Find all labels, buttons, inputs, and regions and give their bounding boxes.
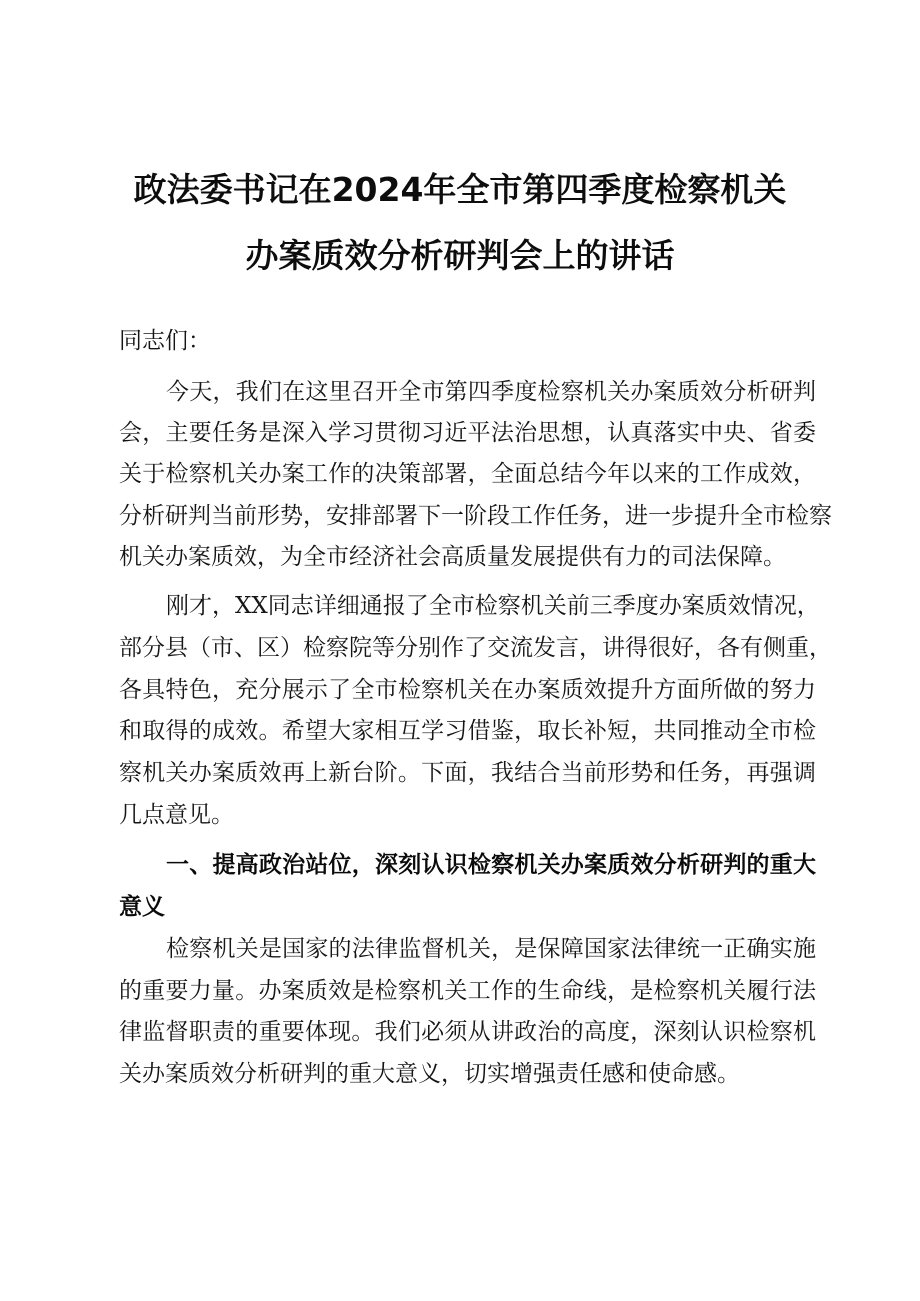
document-title-line-2: 办案质效分析研判会上的讲话	[245, 236, 675, 275]
salutation-text: 同志们：	[119, 328, 211, 354]
document-title-line-1: 政法委书记在2024年全市第四季度检察机关	[133, 170, 787, 209]
line-text: 刚才，XX同志详细通报了全市检察机关前三季度办案质效情况，	[166, 593, 820, 619]
heading-text: 一、提高政治站位，深刻认识检察机关办案质效分析研判的重大	[166, 851, 816, 878]
line-text: 会，主要任务是深入学习贯彻习近平法治思想，认真落实中央、省委	[119, 420, 816, 446]
line-text: 检察机关是国家的法律监督机关，是保障国家法律统一正确实施	[166, 936, 816, 962]
line-text: 几点意见。	[119, 802, 234, 828]
line-text: 察机关办案质效再上新台阶。下面，我结合当前形势和任务，再强调	[119, 760, 816, 786]
line-text: 各具特色，充分展示了全市检察机关在办案质效提升方面所做的努力	[119, 677, 816, 703]
line-text: 律监督职责的重要体现。我们必须从讲政治的高度，深刻认识检察机	[119, 1019, 816, 1045]
heading-text: 意义	[119, 893, 165, 920]
line-text: 和取得的成效。希望大家相互学习借鉴，取长补短，共同推动全市检	[119, 718, 816, 744]
line-text: 关办案质效分析研判的重大意义，切实增强责任感和使命感。	[119, 1061, 740, 1087]
line-text: 今天，我们在这里召开全市第四季度检察机关办案质效分析研判	[166, 379, 816, 405]
line-text: 关于检察机关办案工作的决策部署，全面总结今年以来的工作成效，	[119, 461, 816, 487]
line-text: 分析研判当前形势，安排部署下一阶段工作任务，进一步提升全市检察	[119, 503, 832, 529]
line-text: 机关办案质效，为全市经济社会高质量发展提供有力的司法保障。	[119, 544, 786, 570]
line-text: 的重要力量。办案质效是检察机关工作的生命线，是检察机关履行法	[119, 978, 816, 1004]
line-text: 部分县（市、区）检察院等分别作了交流发言，讲得很好，各有侧重，	[119, 635, 832, 661]
